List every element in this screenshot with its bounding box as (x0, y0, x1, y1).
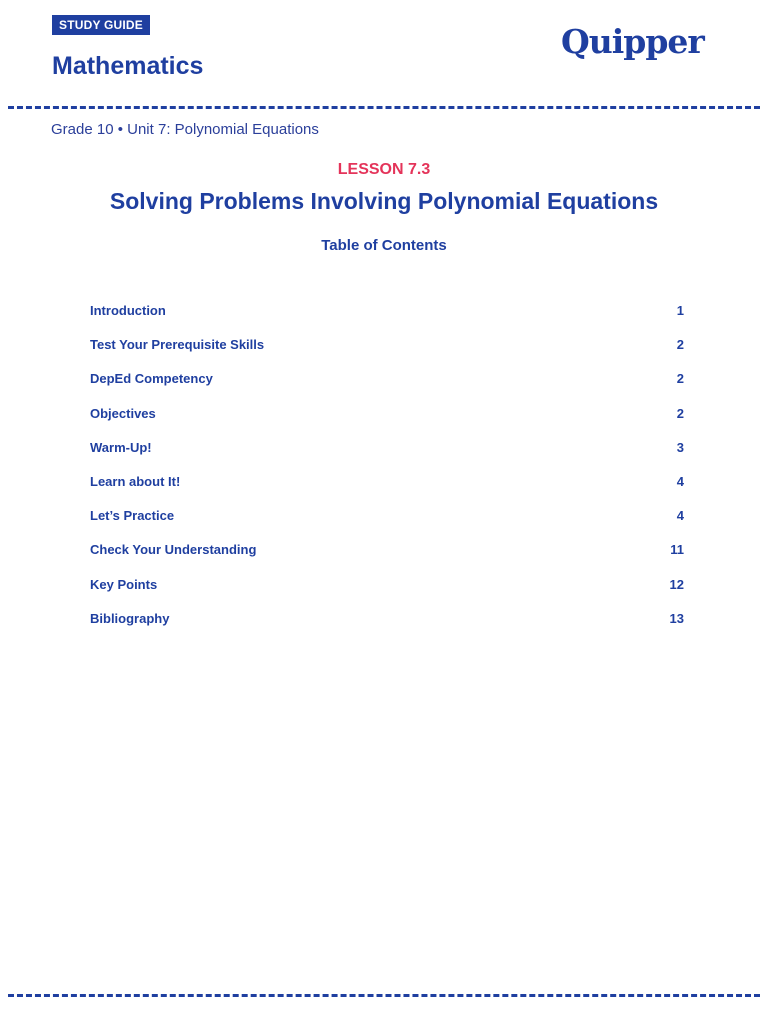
table-of-contents (90, 301, 684, 643)
subject-title: Mathematics (52, 52, 204, 80)
toc-item[interactable] (90, 369, 684, 403)
toc-item[interactable] (90, 609, 684, 643)
lesson-number: LESSON 7.3 (337, 161, 431, 178)
toc-item-page: 2 (676, 337, 684, 353)
toc-item[interactable] (90, 540, 684, 574)
toc-item-label: Test Your Prerequisite Skills (90, 337, 265, 353)
toc-item[interactable] (90, 575, 684, 609)
lesson-title: Solving Problems Involving Polynomial Equations (109, 188, 659, 214)
toc-heading: Table of Contents (321, 237, 447, 254)
toc-item-label: Introduction (90, 303, 166, 318)
toc-item-label: Let’s Practice (90, 508, 175, 524)
toc-item-page: 3 (676, 439, 684, 455)
toc-item-page: 4 (676, 508, 684, 524)
toc-item-label: Key Points (90, 576, 158, 592)
toc-item[interactable] (90, 472, 684, 506)
toc-item[interactable] (90, 404, 684, 438)
breadcrumb: Grade 10 • Unit 7: Polynomial Equations (51, 121, 319, 138)
toc-item-page: 11 (670, 542, 684, 558)
toc-item[interactable] (90, 506, 684, 540)
toc-item-label: Bibliography (90, 610, 170, 626)
toc-item-label: Warm-Up! (90, 439, 152, 455)
study-guide-badge: STUDY GUIDE (52, 15, 150, 35)
toc-item-page: 4 (676, 473, 684, 489)
toc-item-page: 13 (669, 610, 684, 626)
toc-item[interactable] (90, 335, 684, 369)
toc-item-page: 2 (676, 405, 684, 421)
toc-item-page: 1 (676, 303, 684, 318)
toc-item[interactable] (90, 438, 684, 472)
toc-item-page: 2 (676, 371, 684, 387)
toc-item-label: Objectives (90, 405, 156, 421)
toc-item[interactable] (90, 301, 684, 335)
bottom-dashed-divider (8, 994, 760, 997)
toc-item-label: Learn about It! (90, 473, 181, 489)
toc-item-label: DepEd Competency (90, 371, 213, 387)
toc-item-label: Check Your Understanding (90, 542, 257, 558)
toc-item-page: 12 (669, 576, 684, 592)
top-dashed-divider (8, 106, 760, 109)
quipper-logo: Quipper (561, 22, 704, 61)
